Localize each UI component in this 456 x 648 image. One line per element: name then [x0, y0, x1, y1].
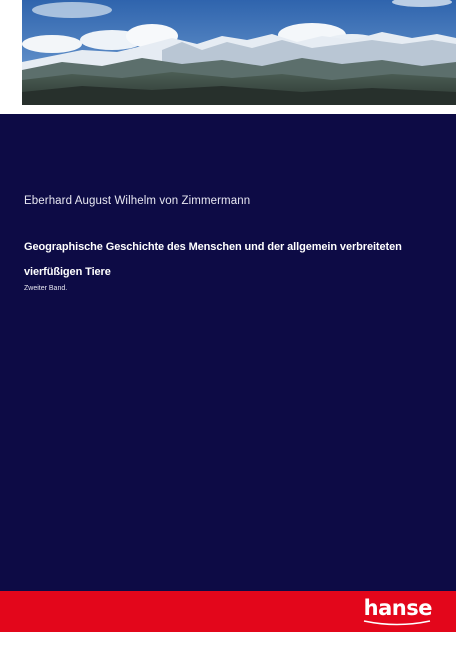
author-name: Eberhard August Wilhelm von Zimmermann	[24, 195, 251, 207]
cover-panel	[0, 114, 456, 591]
volume-subtitle: Zweiter Band.	[24, 285, 68, 292]
bottom-margin	[0, 632, 456, 648]
mountain-panorama-photo	[22, 0, 456, 105]
swoosh-icon	[362, 619, 432, 627]
publisher-logo-text: hanse	[363, 596, 432, 620]
book-title: Geographische Geschichte des Menschen und der allgemein verbreiteten vierfüßigen Tiere	[24, 241, 402, 278]
mountain-panorama-image	[22, 0, 456, 105]
publisher-band	[0, 591, 456, 632]
publisher-logo	[362, 596, 432, 627]
